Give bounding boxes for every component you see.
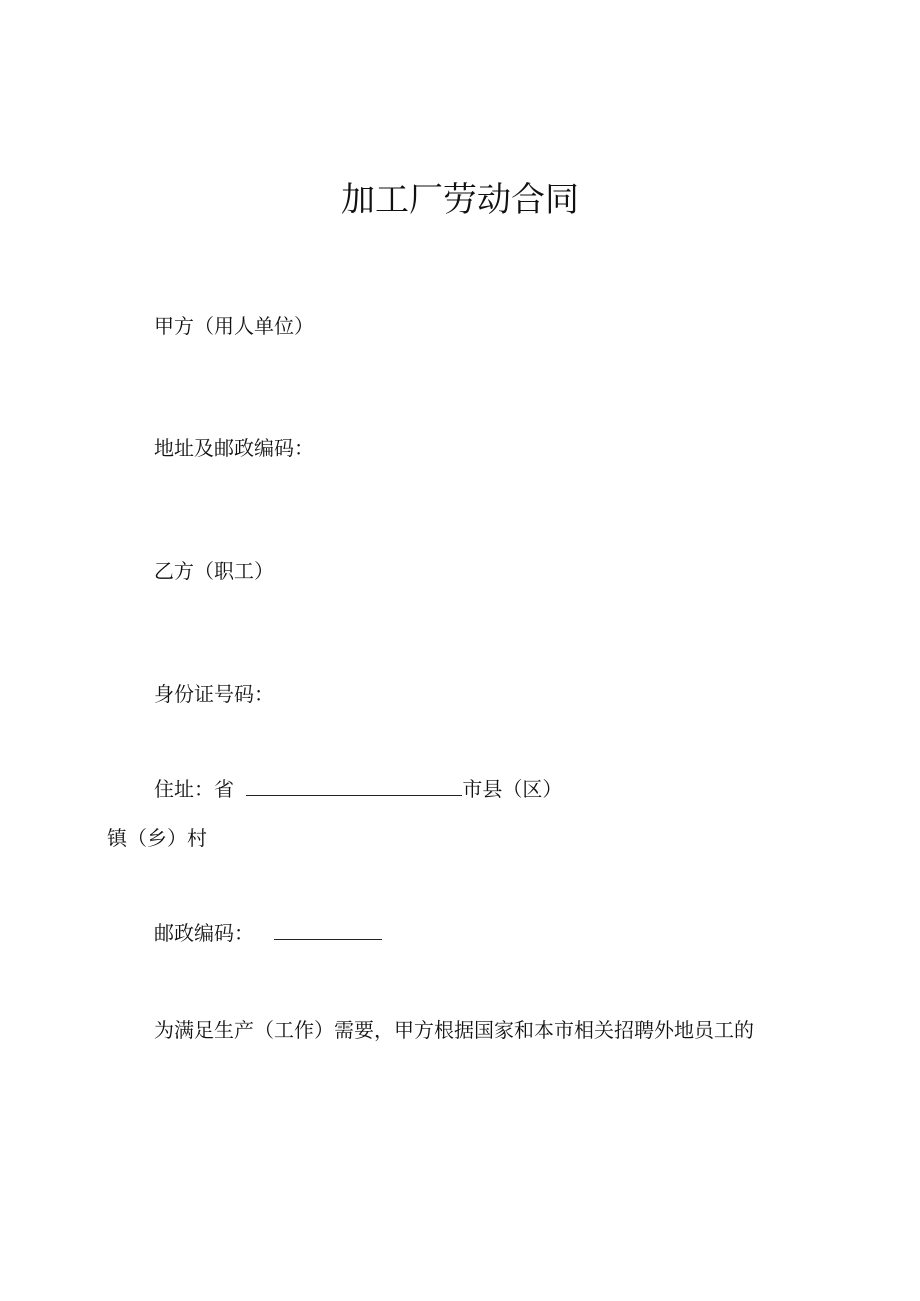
id-number-label: 身份证号码： (154, 682, 274, 706)
province-blank-field[interactable] (246, 775, 462, 796)
party-b-label: 乙方（职工） (154, 559, 274, 583)
residence-suffix: 市县（区） (462, 777, 563, 801)
party-a-label: 甲方（用人单位） (154, 314, 314, 338)
postcode-line (154, 919, 382, 947)
document-title: 加工厂劳动合同 (341, 180, 579, 220)
postcode-label: 邮政编码： (154, 921, 254, 945)
body-paragraph: 为满足生产（工作）需要，甲方根据国家和本市相关招聘外地员工的 (154, 1018, 754, 1042)
postcode-blank-field[interactable] (274, 919, 382, 940)
residence-line-2: 镇（乡）村 (107, 826, 207, 850)
residence-prefix: 住址：省 (154, 777, 234, 801)
residence-line (154, 775, 562, 803)
address-postcode-label: 地址及邮政编码： (154, 436, 314, 460)
